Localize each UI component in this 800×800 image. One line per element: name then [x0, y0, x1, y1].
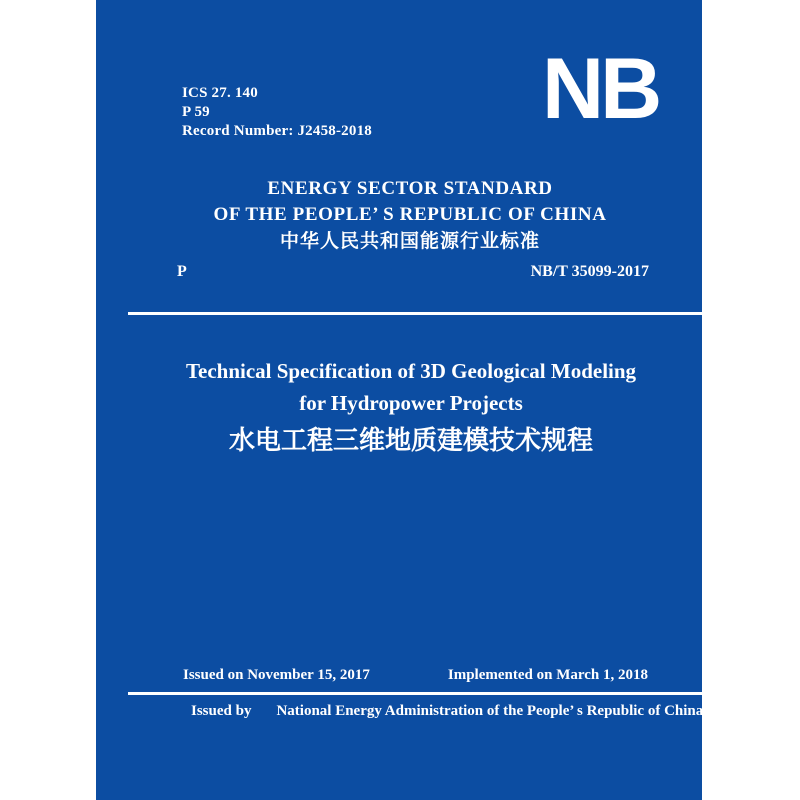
issued-date: Issued on November 15, 2017: [183, 667, 370, 683]
title-en-line1: Technical Specification of 3D Geological Modeling: [185, 359, 637, 383]
ics-code: ICS 27. 140: [182, 85, 258, 101]
standard-name-en-line1: ENERGY SECTOR STANDARD: [267, 178, 553, 199]
record-number: Record Number: J2458-2018: [182, 123, 372, 139]
nb-logo: NB: [542, 41, 659, 137]
doc-class-letter: P: [177, 263, 187, 280]
top-divider-line: [128, 312, 702, 315]
code-row: [177, 263, 649, 281]
title-block: [120, 355, 702, 460]
standard-cover: [96, 0, 702, 800]
standard-name-header: [118, 176, 702, 255]
issued-by-value: National Energy Administration of the People’ s Republic of China: [276, 703, 704, 719]
class-code: P 59: [182, 104, 210, 120]
title-zh: 水电工程三维地质建模技术规程: [228, 426, 593, 455]
standard-name-en-line2: OF THE PEOPLE’ S REPUBLIC OF CHINA: [213, 204, 607, 225]
issued-by-row: [191, 703, 702, 720]
standard-name-zh: 中华人民共和国能源行业标准: [279, 231, 540, 252]
title-en-line2: for Hydropower Projects: [299, 391, 523, 415]
meta-codes: [182, 84, 372, 141]
implemented-date: Implemented on March 1, 2018: [447, 667, 648, 683]
standard-number: NB/T 35099-2017: [530, 263, 649, 280]
bottom-divider-line: [128, 692, 702, 695]
issued-by-label: Issued by: [191, 703, 252, 719]
dates-row: [183, 667, 648, 684]
